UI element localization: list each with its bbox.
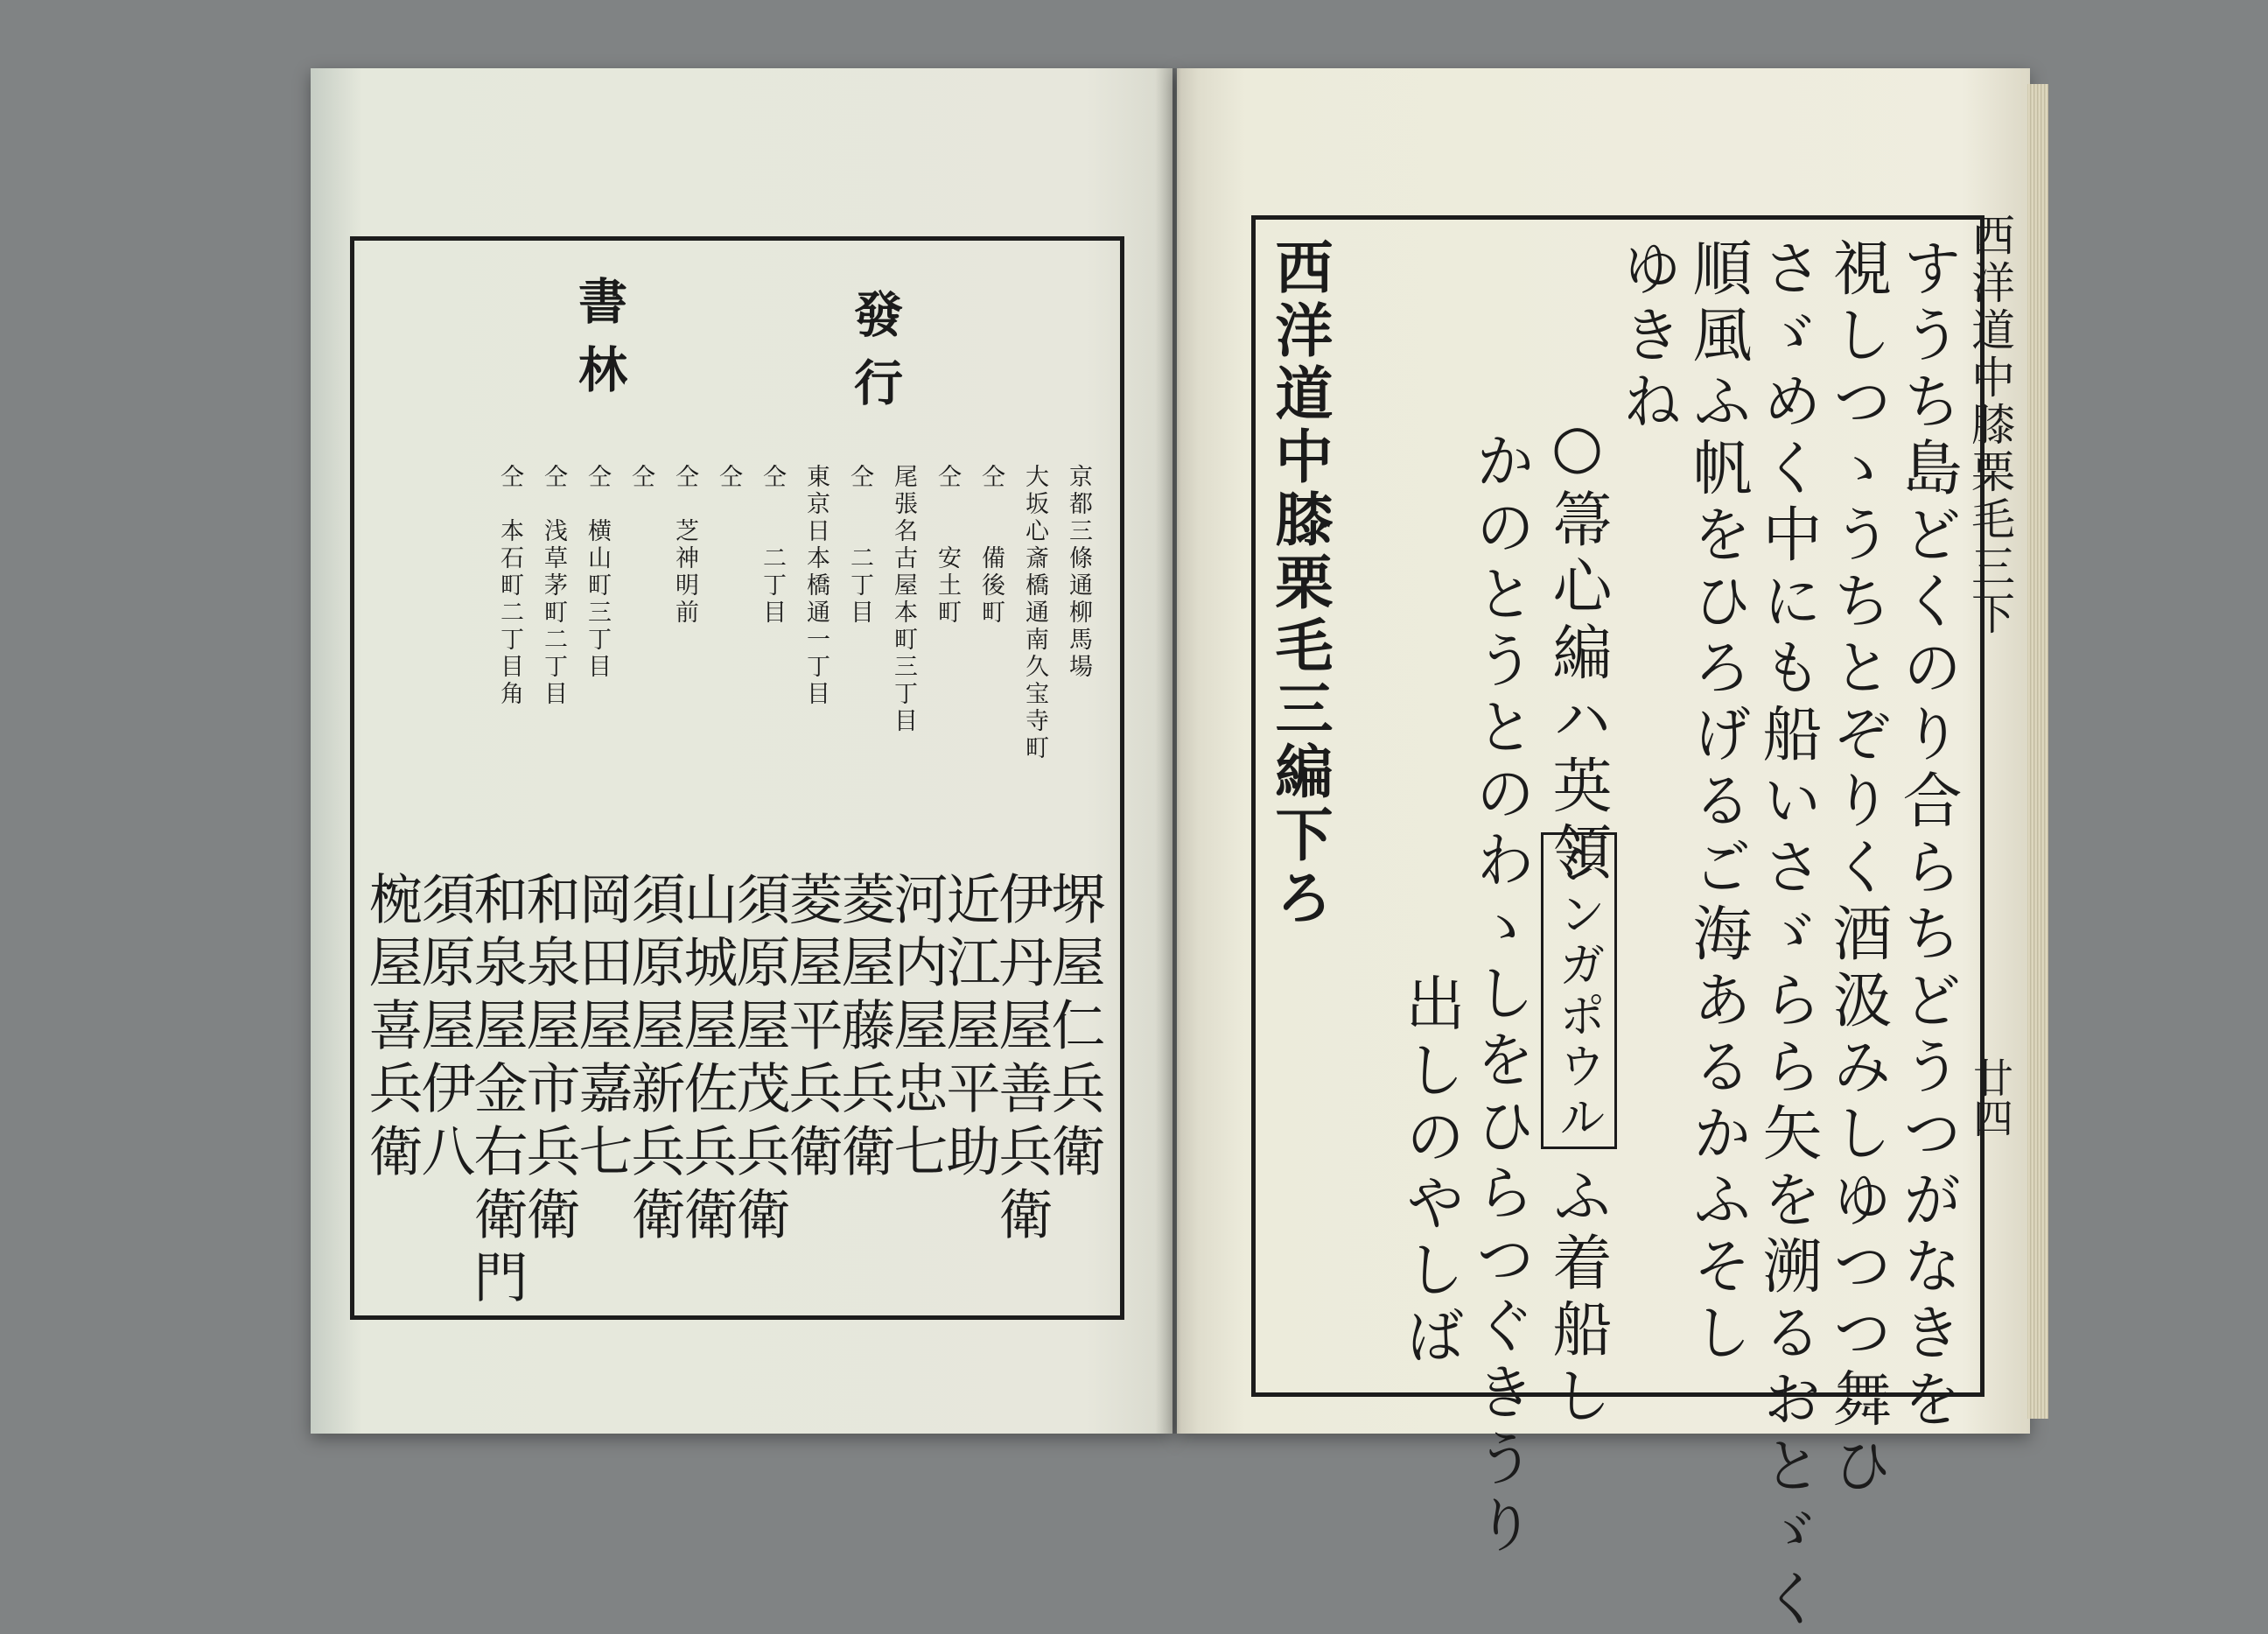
address-1: 京都三條通柳馬場 — [1065, 464, 1092, 681]
address-12: 仝 横山町三丁目 — [584, 464, 611, 681]
verse-line-6: ○箒心編ハ英領 — [1543, 412, 1612, 887]
open-book — [311, 68, 2048, 1634]
margin-title: 西洋道中膝栗毛三下 — [1964, 213, 2015, 638]
address-13: 仝 浅草茅町二丁目 — [540, 464, 567, 708]
verse-line-3: さゞめく中にも船いさゞらら矢を溯るおとゞく — [1753, 237, 1822, 1634]
verse-line-1: すうち島どくのり合らちどうつがなきを — [1893, 237, 1962, 1434]
publisher-1: 堺屋仁兵衛 — [1042, 871, 1106, 1186]
heading-hakko: 發行 — [846, 289, 904, 425]
publisher-2: 伊丹屋善兵衛 — [990, 871, 1054, 1249]
publisher-4: 河内屋忠七 — [885, 871, 948, 1186]
publisher-12: 和泉屋金右衛門 — [465, 871, 528, 1312]
address-14: 仝 本石町二丁目角 — [496, 464, 523, 708]
colophon-frame — [350, 236, 1124, 1320]
publisher-13: 須原屋伊八 — [412, 871, 476, 1186]
address-3: 仝 備後町 — [977, 464, 1004, 627]
verse-line-6b: ふ着船し — [1543, 1165, 1612, 1431]
text-frame — [1251, 215, 1984, 1634]
publisher-10: 岡田屋嘉七 — [570, 871, 634, 1186]
address-8: 仝 二丁目 — [759, 464, 786, 627]
verse-line-7: かのとうとのわゝしをひらつぐきうり — [1466, 430, 1535, 1560]
publisher-8: 山城屋佐兵衛 — [675, 871, 738, 1249]
publisher-14: 椀屋喜兵衛 — [360, 871, 424, 1186]
left-page — [311, 68, 1172, 1434]
spine-shadow — [1155, 68, 1199, 1434]
publisher-5: 菱屋藤兵衛 — [832, 871, 896, 1186]
address-2: 大坂心斎橋通南久宝寺町 — [1021, 464, 1048, 762]
address-6: 仝 二丁目 — [846, 464, 873, 627]
heading-shorin: 書林 — [570, 276, 628, 412]
book-title: 西洋道中膝栗毛三編下ろ — [1265, 237, 1334, 930]
verse-line-4: 順風ふ帆をひろげるご海あるかふそし — [1683, 237, 1752, 1368]
address-4: 仝 安土町 — [934, 464, 961, 627]
verse-line-2: 視しつゝうちとぞりく酒汲みしゆつつ舞ひ — [1823, 237, 1892, 1501]
place-name-box: シンガポウル — [1541, 832, 1617, 1149]
verse-line-8: 出しのやしば — [1396, 972, 1465, 1371]
address-10: 仝 芝神明前 — [671, 464, 698, 627]
publisher-7: 須原屋茂兵衛 — [727, 871, 791, 1249]
address-11: 仝 — [627, 464, 654, 491]
folio-number: 廿四 — [1967, 1057, 2014, 1138]
publisher-9: 須原屋新兵衛 — [622, 871, 686, 1249]
verse-line-5: ゆきね — [1613, 237, 1682, 437]
address-7: 東京日本橋通一丁目 — [802, 464, 830, 708]
address-9: 仝 — [715, 464, 742, 491]
page-edges — [2027, 84, 2048, 1419]
publisher-11: 和泉屋市兵衛 — [517, 871, 581, 1249]
address-5: 尾張名古屋本町三丁目 — [890, 464, 917, 735]
publisher-6: 菱屋平兵衛 — [780, 871, 844, 1186]
publisher-3: 近江屋平助 — [937, 871, 1001, 1186]
